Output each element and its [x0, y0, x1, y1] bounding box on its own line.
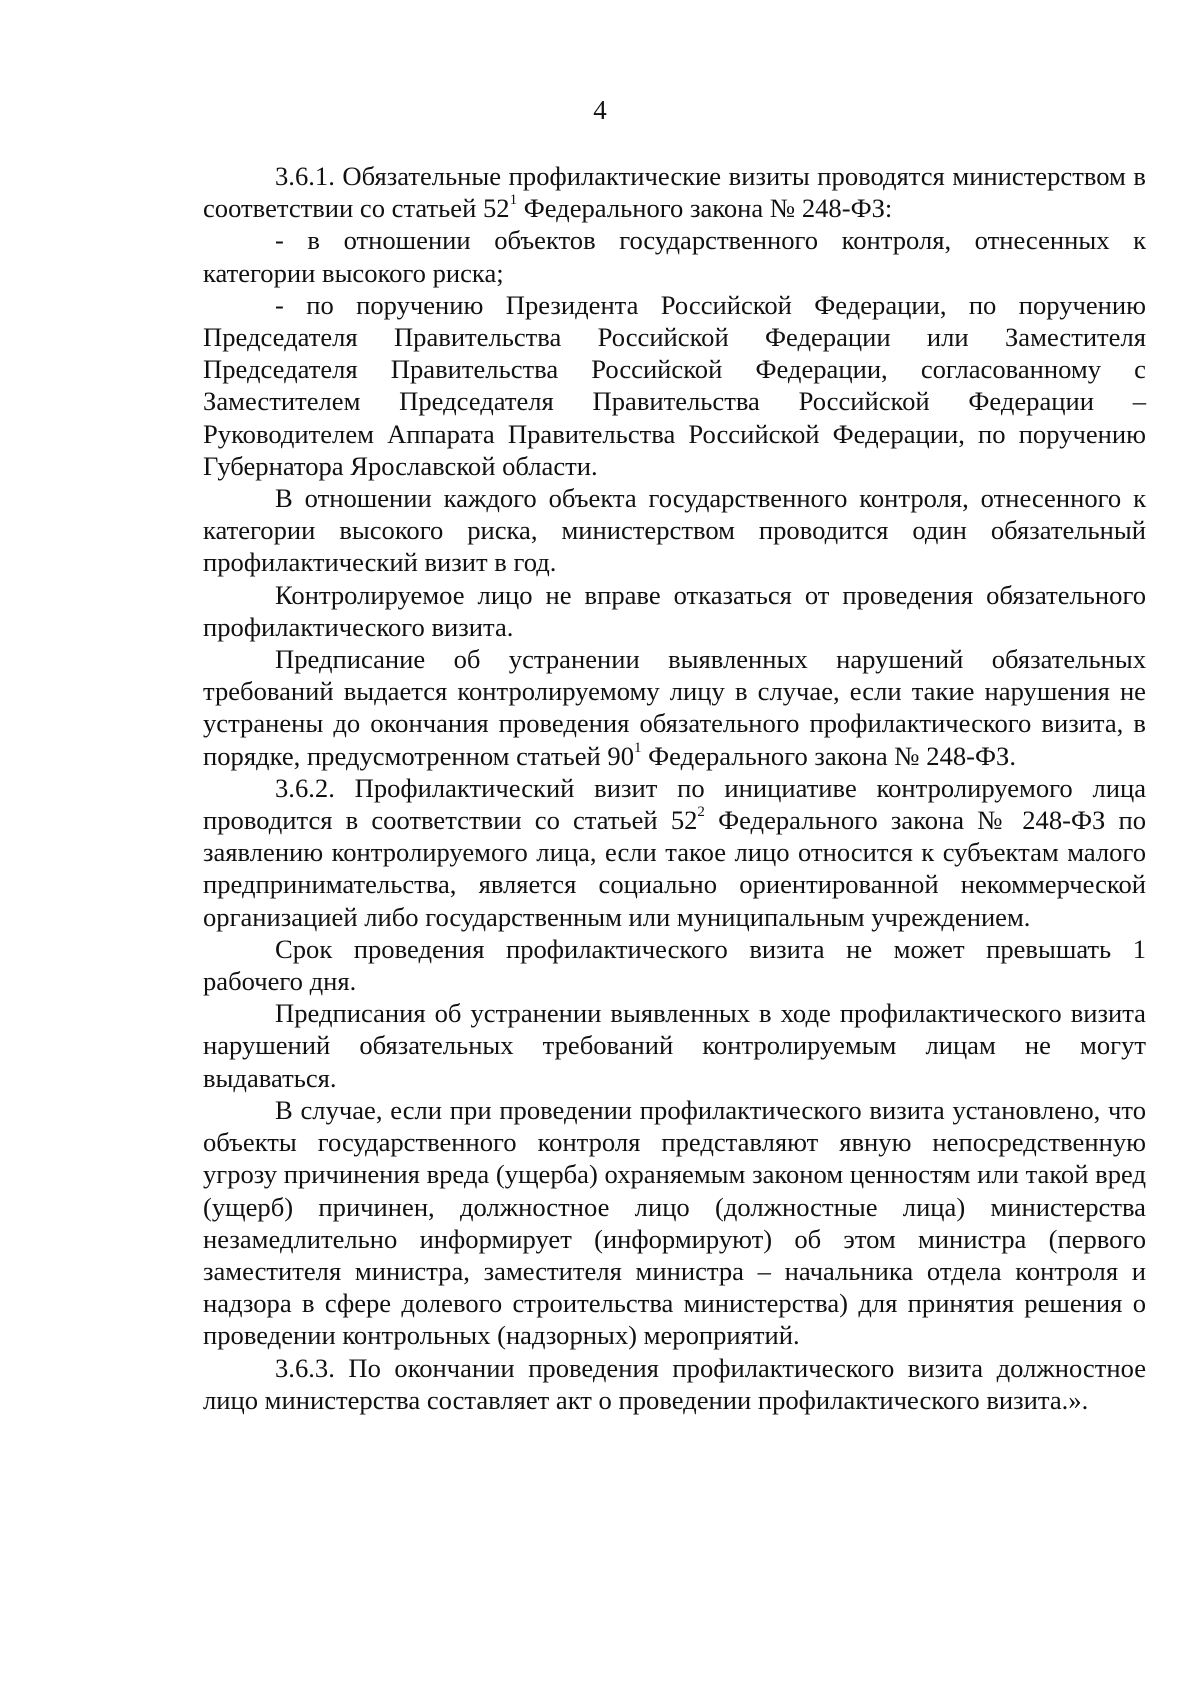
superscript: 1: [634, 739, 642, 756]
paragraph-high-risk-visit: В отношении каждого объекта государственного контроля, отнесенного к категории высокого риска, министерством проводится один обязательный профилактический визит в год.: [203, 483, 1146, 578]
superscript: 2: [697, 804, 705, 821]
paragraph-prescription: Предписание об устранении выявленных нарушений обязательных требований выдается контролируемому лицу в случае, если такие нарушения не устранены до окончания проведения обязательного профилактического визита, в порядке, предусмотренном статьей $90^1$ Федерального закона № 248-ФЗ.: [203, 644, 1146, 771]
list-item-high-risk: - в отношении объектов государственного контроля, отнесенных к категории высокого риска;: [203, 225, 1146, 288]
paragraph-no-refusal: Контролируемое лицо не вправе отказаться от проведения обязательного профилактического визита.: [203, 579, 1146, 642]
document-body: [203, 160, 1146, 1416]
superscript: 1: [509, 192, 518, 209]
paragraph-3-6-3: 3.6.3. По окончании проведения профилактического визита должностное лицо министерства составляет акт о проведении профилактического визита.».: [203, 1352, 1146, 1415]
list-item-by-order: - по поручению Президента Российской Федерации, по поручению Председателя Правительства Российской Федерации или Заместителя Председателя Правительства Российской Федерации, согласованному с Заместителем Председателя Правительства Российской Федерации – Руководителем Аппарата Правительства Российской Федерации, по поручению Губернатора Ярославской области.: [203, 289, 1146, 481]
paragraph-duration: Срок проведения профилактического визита не может превышать 1 рабочего дня.: [203, 933, 1146, 997]
page-number: 4: [593, 95, 607, 125]
paragraph-immediate-threat: В случае, если при проведении профилактического визита установлено, что объекты государственного контроля представляют явную непосредственную угрозу причинения вреда (ущерба) охраняемым законом ценностям или такой вред (ущерб) причинен, должностное лицо (должностные лица) министерства незамедлительно информирует (информируют) об этом министра (первого заместителя министра, заместителя министра – начальника отдела контроля и надзора в сфере долевого строительства министерства) для принятия решения о проведении контрольных (надзорных) мероприятий.: [203, 1094, 1146, 1351]
paragraph-3-6-2: 3.6.2. Профилактический визит по инициативе контролируемого лица проводится в соответствии со статьей $52^2$ Федерального закона № 248-ФЗ по заявлению контролируемого лица, если такое лицо относится к субъектам малого предпринимательства, является социально ориентированной некоммерческой организацией либо государственным или муниципальным учреждением.: [203, 772, 1146, 932]
paragraph-3-6-1: 3.6.1. Обязательные профилактические визиты проводятся министерством в соответствии со статьей $52^1$ Федерального закона № 248-ФЗ:: [203, 161, 1146, 224]
paragraph-no-prescriptions: Предписания об устранении выявленных в ходе профилактического визита нарушений обязательных требований контролируемым лицам не могут выдаваться.: [203, 998, 1146, 1093]
